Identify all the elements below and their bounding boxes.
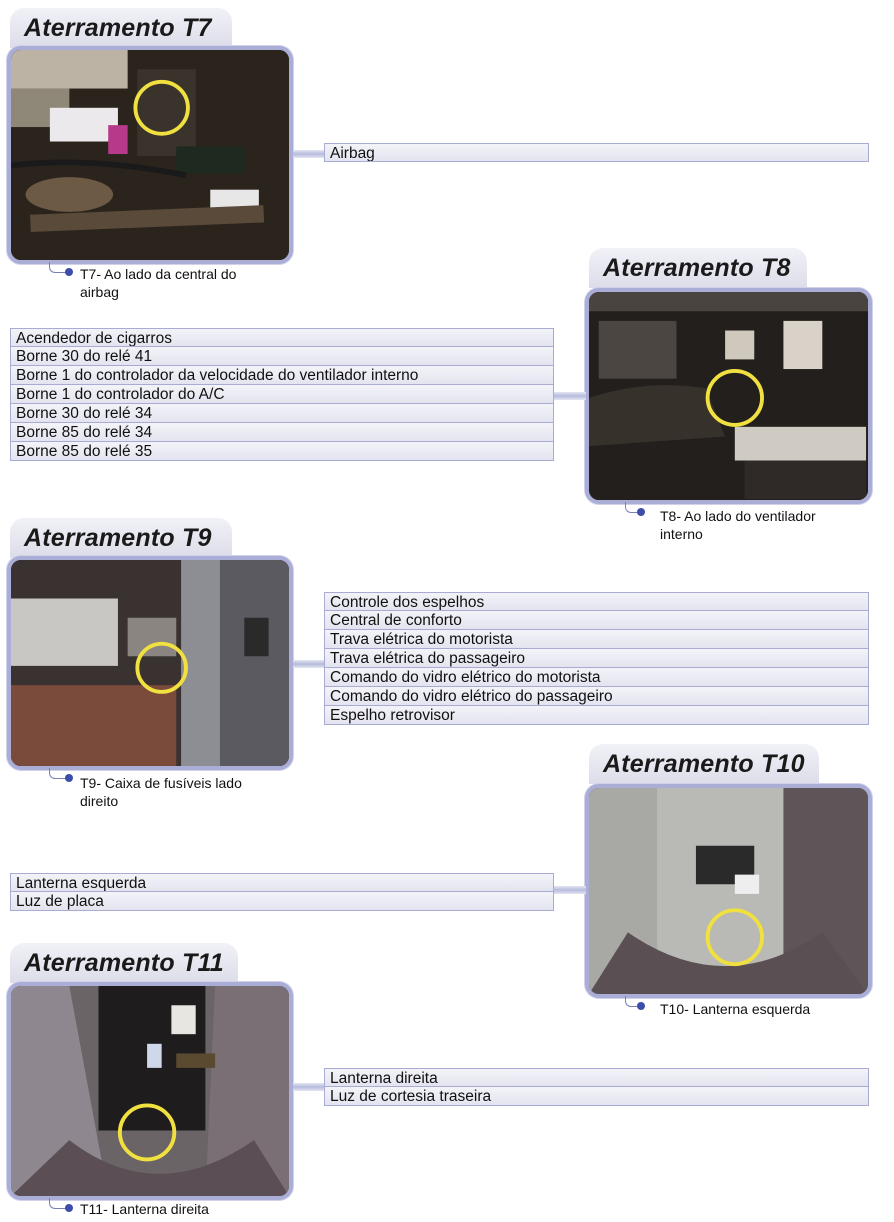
section-title-text: Aterramento T10 [603,750,805,778]
list-item: Borne 1 do controlador do A/C [10,385,554,404]
list-item: Lanterna esquerda [10,873,554,892]
list-t7 [324,143,869,162]
caption-bullet [65,774,73,782]
list-item: Comando do vidro elétrico do motorista [324,668,869,687]
caption-bullet [637,1002,645,1010]
list-item: Borne 85 do relé 35 [10,442,554,461]
section-title-text: Aterramento T7 [24,14,212,42]
photo-list-connector [293,1083,325,1091]
section-title-t8 [589,248,807,288]
caption-bullet [637,508,645,516]
caption-line-2: interno [660,526,703,542]
list-item: Controle dos espelhos [324,592,869,611]
section-title-t9 [10,518,232,558]
section-title-t10 [589,744,819,784]
section-title-text: Aterramento T11 [24,949,224,977]
caption-bullet [65,268,73,276]
list-t9 [324,592,869,725]
caption-line-1: T9- Caixa de fusíveis lado [80,775,242,791]
photo-list-connector [293,150,325,158]
photo-t8 [585,288,872,504]
list-item: Acendedor de cigarros [10,328,554,347]
caption-line-1: T11- Lanterna direita [80,1201,209,1217]
section-title-text: Aterramento T9 [24,524,212,552]
caption-t8 [660,507,816,543]
caption-t7 [80,265,236,301]
list-item: Borne 1 do controlador da velocidade do ventilador interno [10,366,554,385]
list-item: Borne 30 do relé 41 [10,347,554,366]
list-t8 [10,328,554,461]
list-t10 [10,873,554,911]
section-title-text: Aterramento T8 [603,254,791,282]
caption-line-1: T8- Ao lado do ventilador [660,508,816,524]
photo-t7 [7,46,293,264]
list-item: Comando do vidro elétrico do passageiro [324,687,869,706]
section-title-t11 [10,943,238,983]
caption-line-2: airbag [80,284,119,300]
section-title-t7 [10,8,232,48]
list-item: Lanterna direita [324,1068,869,1087]
photo-list-connector [553,392,586,400]
list-item: Central de conforto [324,611,869,630]
caption-line-2: direito [80,793,119,809]
list-item: Borne 85 do relé 34 [10,423,554,442]
list-item: Trava elétrica do passageiro [324,649,869,668]
list-item: Luz de cortesia traseira [324,1087,869,1106]
list-item: Trava elétrica do motorista [324,630,869,649]
list-item: Espelho retrovisor [324,706,869,725]
list-item: Airbag [324,143,869,162]
caption-t10 [660,1000,810,1018]
list-item: Borne 30 do relé 34 [10,404,554,423]
list-t11 [324,1068,869,1106]
photo-list-connector [553,886,586,894]
caption-line-1: T10- Lanterna esquerda [660,1001,811,1017]
caption-line-1: T7- Ao lado da central do [80,266,237,282]
photo-list-connector [293,660,325,668]
caption-bullet [65,1204,73,1212]
photo-t11 [7,982,293,1200]
photo-t10 [585,784,872,998]
photo-t9 [7,556,293,770]
caption-t11 [80,1200,209,1218]
list-item: Luz de placa [10,892,554,911]
caption-t9 [80,774,242,810]
